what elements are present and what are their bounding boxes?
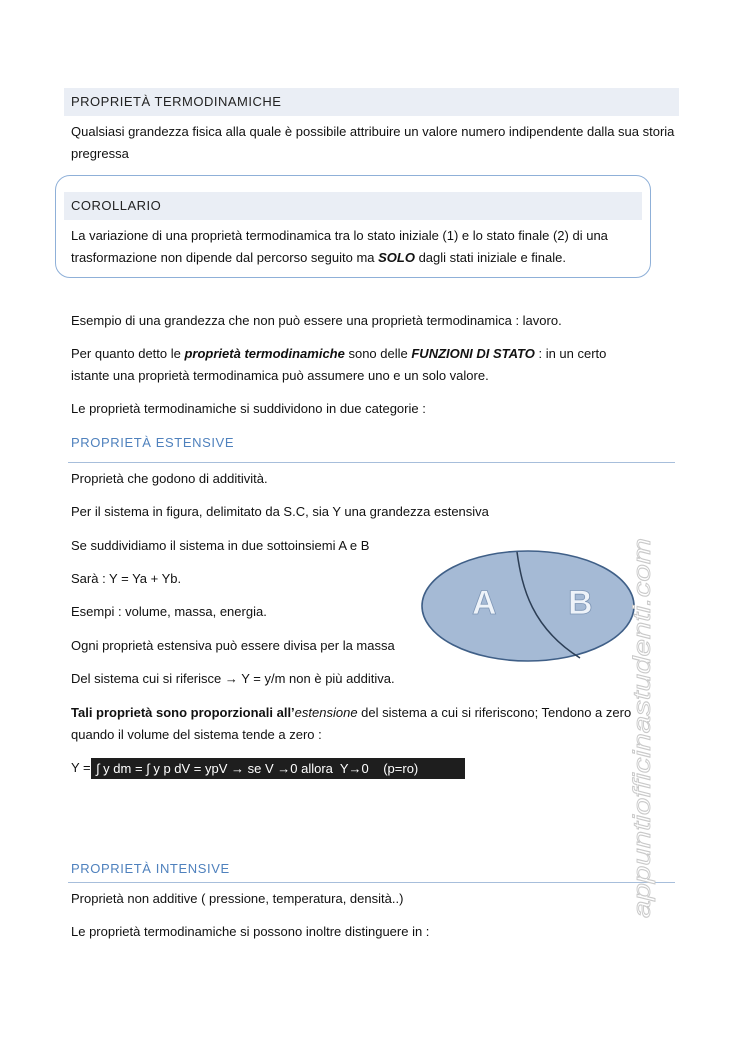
categories-paragraph: Le proprietà termodinamiche si suddividono in due categorie : [71, 401, 426, 416]
corollary-text-end: dagli stati iniziale e finale. [414, 250, 566, 265]
extensive-p8 [71, 702, 674, 746]
extensive-heading-rule [68, 462, 675, 463]
state-functions-text-middle: sono delle [344, 346, 412, 361]
extensive-p8-rest: del sistema a cui si riferiscono; Tendono a zero quando il volume del sistema tende a zero : [71, 705, 632, 742]
intensive-p1: Proprietà non additive ( pressione, temperatura, densità..) [71, 891, 404, 906]
extensive-p6: Ogni proprietà estensiva può essere divisa per la massa [71, 638, 395, 653]
intensive-heading: PROPRIETÀ INTENSIVE [71, 861, 230, 876]
definition-paragraph: Qualsiasi grandezza fisica alla quale è possibile attribuire un valore numero indipendente dalla sua storia pregressa [71, 124, 675, 161]
extensive-p5: Esempi : volume, massa, energia. [71, 604, 267, 619]
extensive-p7: Del sistema cui si riferisce → Y = y/m non è più additiva. [71, 671, 395, 686]
corollary-paragraph [71, 225, 644, 269]
watermark [628, 535, 658, 920]
corollary-emphasis: SOLO [378, 250, 415, 265]
label-a: A [472, 584, 497, 622]
section-heading-thermo-properties [64, 88, 679, 116]
watermark-text: appuntiofficinastudenti.com [629, 627, 656, 918]
state-functions-emphasis-1: proprietà termodinamiche [184, 346, 345, 361]
extensive-p4: Sarà : Y = Ya + Yb. [71, 571, 182, 586]
system-ellipse [422, 551, 634, 661]
intensive-p2: Le proprietà termodinamiche si possono inoltre distinguere in : [71, 924, 430, 939]
label-b: B [568, 584, 593, 622]
formula-prefix: Y = [71, 760, 91, 775]
extensive-p8-bold: Tali proprietà sono proporzionali all’ [71, 705, 295, 720]
intensive-heading-rule [68, 882, 675, 883]
corollary-text: La variazione di una proprietà termodinamica tra lo stato iniziale (1) e lo stato finale (2) di una trasformazione non dipende dal percorso seguito ma [71, 228, 608, 265]
extensive-p8-italic: estensione [294, 705, 358, 720]
system-ellipse-figure [420, 548, 636, 664]
state-functions-text-end: : in un certo istante una proprietà termodinamica può assumere uno e un solo valore. [71, 346, 607, 383]
example-paragraph: Esempio di una grandezza che non può essere una proprietà termodinamica : lavoro. [71, 313, 562, 328]
watermark-graphic [628, 535, 658, 920]
formula-box: ∫ y dm = ∫ y p dV = ypV → se V →0 allora Y→0 (p=ro) [91, 758, 465, 779]
state-functions-emphasis-2: FUNZIONI DI STATO [411, 346, 535, 361]
extensive-p2: Per il sistema in figura, delimitato da S.C, sia Y una grandezza estensiva [71, 504, 489, 519]
extensive-heading: PROPRIETÀ ESTENSIVE [71, 435, 235, 450]
state-functions-paragraph [71, 343, 644, 387]
section-heading-text: PROPRIETÀ TERMODINAMICHE [71, 94, 282, 109]
state-functions-text: Per quanto detto le [71, 346, 185, 361]
extensive-p1: Proprietà che godono di additività. [71, 471, 268, 486]
corollary-heading [64, 192, 642, 220]
extensive-p3: Se suddividiamo il sistema in due sottoinsiemi A e B [71, 538, 370, 553]
corollary-heading-text: COROLLARIO [71, 198, 162, 213]
